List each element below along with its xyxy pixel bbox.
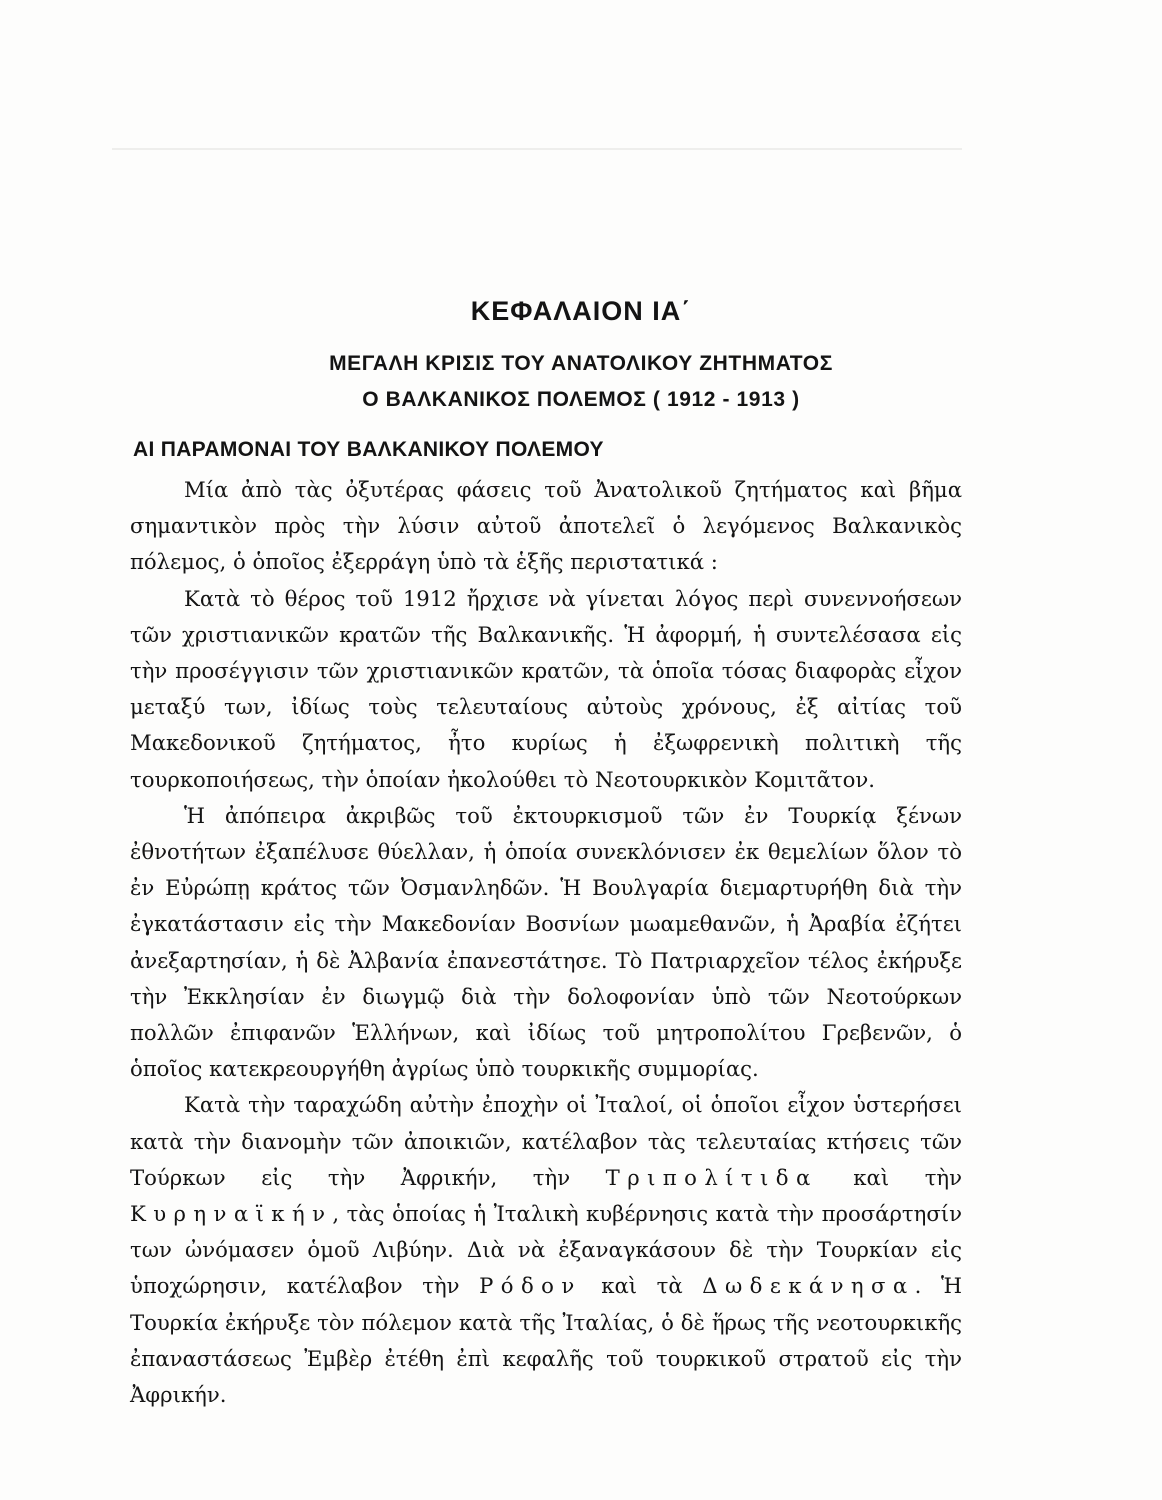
- paragraph-2: Κατὰ τὸ θέρος τοῦ 1912 ἤρχισε νὰ γίνεται λόγος περὶ συνεννοήσεων τῶν χριστιανικῶν κρατῶν τῆς Βαλκανικῆς. Ἡ ἀφορμή, ἡ συντελέσασα εἰς τὴν προσέγγισιν τῶν χριστιανικῶν κρατῶν, τὰ ὁποῖα τόσας διαφορὰς εἶχον μεταξύ των, ἰδίως τοὺς τελευταίους αὐτοὺς χρόνους, ἐξ αἰτίας τοῦ Μακεδονικοῦ ζητήματος, ἦτο κυρίως ἡ ἐξωφρενικὴ πολιτικὴ τῆς τουρκοποιήσεως, τὴν ὁποίαν ἠκολούθει τὸ Νεοτουρκικὸν Κομιτᾶτον.: [130, 585, 962, 792]
- paragraph-1: Μία ἀπὸ τὰς ὀξυτέρας φάσεις τοῦ Ἀνατολικοῦ ζητήματος καὶ βῆμα σημαντικὸν πρὸς τὴν λύσιν αὐτοῦ ἀποτελεῖ ὁ λεγόμενος Βαλκανικὸς πόλεμος, ὁ ὁποῖος ἐξερράγη ὑπὸ τὰ ἑξῆς περιστατικά :: [130, 477, 962, 575]
- bleed-through-rule: [112, 148, 962, 150]
- place-kyrinaiki: Κυρηναϊκήν: [130, 1201, 333, 1227]
- paragraph-4-text: Κατὰ τὴν ταραχώδη αὐτὴν ἐποχὴν οἱ Ἰταλοί, οἱ ὁποῖοι εἶχον ὑστερήσει κατὰ τὴν διανομὴν τῶν ἀποικιῶν, κατέλαβον τὰς τελευταίας κτήσεις τῶν Τούρκων εἰς τὴν Ἀφρικήν, τὴν: [130, 1092, 962, 1190]
- place-tripolitida: Τριπολίτιδα: [605, 1164, 818, 1190]
- place-dodekanisa: Δωδεκάνησα: [702, 1273, 915, 1299]
- section-heading: ΑΙ ΠΑΡΑΜΟΝΑΙ ΤΟΥ ΒΑΛΚΑΝΙΚΟΥ ΠΟΛΕΜΟΥ: [133, 438, 604, 461]
- place-rodos: Ρόδον: [479, 1273, 582, 1299]
- paragraph-4: [130, 1087, 962, 1413]
- chapter-title: ΚΕΦΑΛΑΙΟΝ ΙΑ΄: [470, 296, 692, 326]
- body-text: [130, 472, 962, 1413]
- paragraph-4-text: . Ἡ Τουρκία ἐκήρυξε τὸν πόλεμον κατὰ τῆς Ἰταλίας, ὁ δὲ ἥρως τῆς νεοτουρκικῆς ἐπαναστάσεως Ἐμβὲρ ἐτέθη ἐπὶ κεφαλῆς τοῦ τουρκικοῦ στρατοῦ εἰς τὴν Ἀφρικήν.: [130, 1273, 962, 1408]
- paragraph-3: Ἡ ἀπόπειρα ἀκριβῶς τοῦ ἐκτουρκισμοῦ τῶν ἐν Τουρκίᾳ ξένων ἐθνοτήτων ἐξαπέλυσε θύελλαν, ἡ ὁποία συνεκλόνισεν ἐκ θεμελίων ὅλον τὸ ἐν Εὐρώπῃ κράτος τῶν Ὀσμανληδῶν. Ἡ Βουλγαρία διεμαρτυρήθη διὰ τὴν ἐγκατάστασιν εἰς τὴν Μακεδονίαν Βοσνίων μωαμεθανῶν, ἡ Ἀραβία ἐζήτει ἀνεξαρτησίαν, ἡ δὲ Ἀλβανία ἐπανεστάτησε. Τὸ Πατριαρχεῖον τέλος ἐκήρυξε τὴν Ἐκκλησίαν ἐν διωγμῷ διὰ τὴν δολοφονίαν ὑπὸ τῶν Νεοτούρκων πολλῶν ἐπιφανῶν Ἑλλήνων, καὶ ἰδίως τοῦ μητροπολίτου Γρεβενῶν, ὁ ὁποῖος κατεκρεουργήθη ἀγρίως ὑπὸ τουρκικῆς συμμορίας.: [130, 802, 962, 1082]
- chapter-subtitle-line1: ΜΕΓΑΛΗ ΚΡΙΣΙΣ ΤΟΥ ΑΝΑΤΟΛΙΚΟΥ ΖΗΤΗΜΑΤΟΣ: [329, 352, 833, 375]
- paragraph-4-text: , τὰς ὁποίας ἡ Ἰταλικὴ κυβέρνησις κατὰ τὴν προσάρτησίν των ὠνόμασεν ὁμοῦ Λιβύην. Διὰ νὰ ἐξαναγκάσουν δὲ τὴν Τουρκίαν εἰς ὑποχώρησιν, κατέλαβον τὴν: [130, 1201, 962, 1299]
- chapter-subtitle-line2: Ο ΒΑΛΚΑΝΙΚΟΣ ΠΟΛΕΜΟΣ ( 1912 - 1913 ): [362, 388, 800, 411]
- paragraph-4-text: καὶ τὰ: [601, 1273, 683, 1299]
- paragraph-4-text: καὶ τὴν: [853, 1164, 962, 1190]
